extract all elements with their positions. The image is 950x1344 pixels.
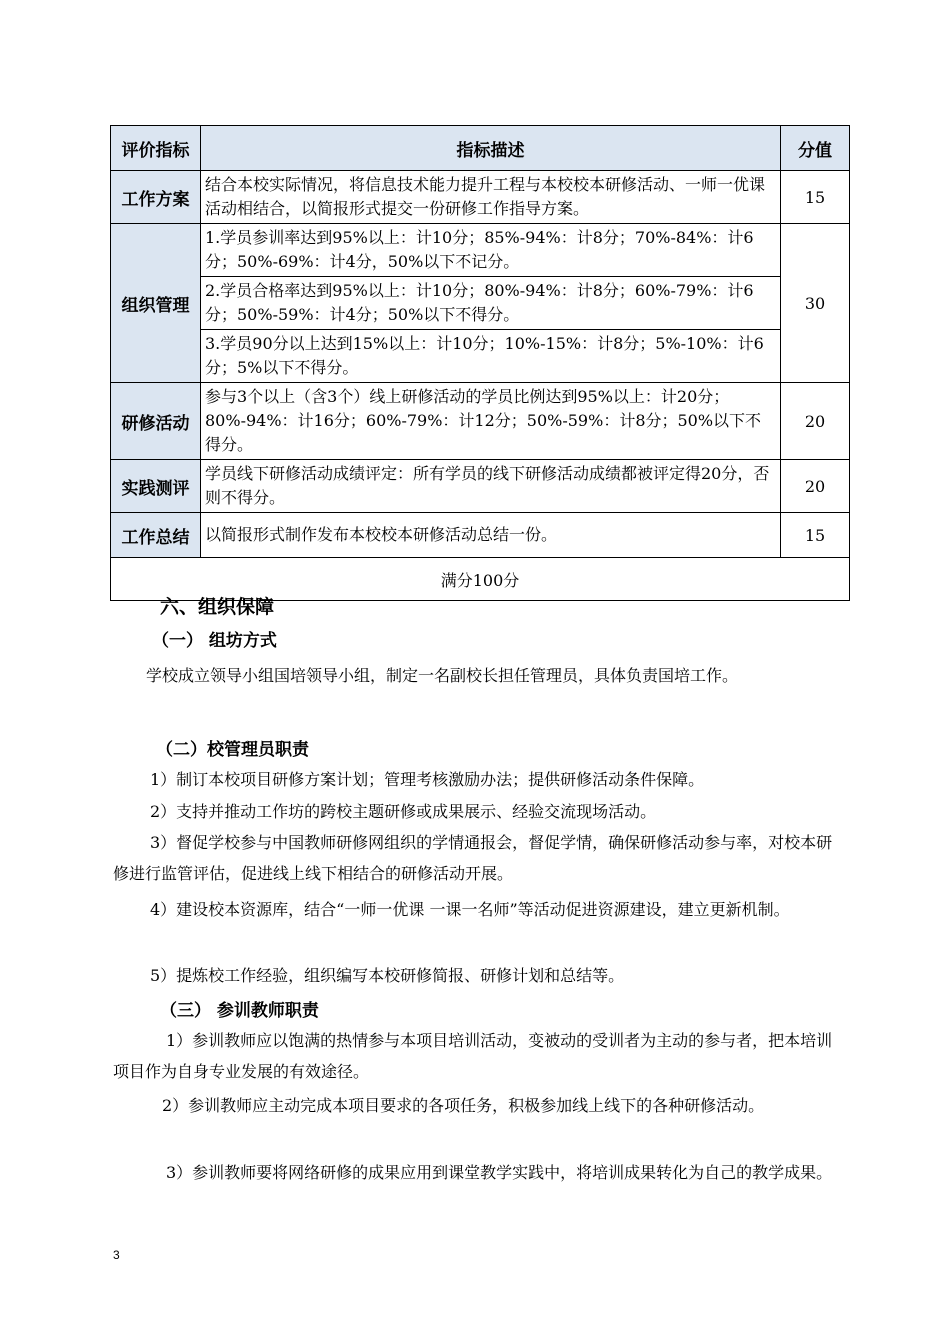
row-score: 30	[781, 224, 850, 383]
paragraph: 学校成立领导小组国培领导小组，制定一名副校长担任管理员，具体负责国培工作。	[146, 666, 739, 685]
row-description: 3.学员90分以上达到15%以上：计10分；10%-15%：计8分；5%-10%：计6分；5%以下不得分。	[201, 330, 781, 383]
row-description: 1.学员参训率达到95%以上：计10分；85%-94%：计8分；70%-84%：计6分；50%-69%：计4分，50%以下不记分。	[201, 224, 781, 277]
table-row	[111, 460, 850, 513]
row-description: 参与3个以上（含3个）线上研修活动的学员比例达到95%以上：计20分；80%-94%：计16分；60%-79%：计12分；50%-59%：计8分；50%以下不得分。	[201, 383, 781, 460]
list-item: 1）参训教师应以饱满的热情参与本项目培训活动，变被动的受训者为主动的参与者，把本培训项目作为自身专业发展的有效途径。	[113, 1031, 833, 1081]
row-score: 15	[781, 171, 850, 224]
subsection-title: （三） 参训教师职责	[160, 1001, 319, 1021]
row-indicator: 工作方案	[111, 171, 201, 224]
list-item: 4）建设校本资源库，结合“一师一优课 一课一名师”等活动促进资源建设，建立更新机制。	[150, 900, 790, 919]
row-indicator: 研修活动	[111, 383, 201, 460]
evaluation-table	[110, 125, 850, 601]
table-row	[111, 513, 850, 558]
row-description: 2.学员合格率达到95%以上：计10分；80%-94%：计8分；60%-79%：计6分；50%-59%：计4分；50%以下不得分。	[201, 277, 781, 330]
header-indicator: 评价指标	[111, 126, 201, 171]
row-indicator: 实践测评	[111, 460, 201, 513]
subsection-title: （一） 组坊方式	[152, 631, 277, 651]
row-description: 学员线下研修活动成绩评定：所有学员的线下研修活动成绩都被评定得20分，否则不得分。	[201, 460, 781, 513]
page-number: 3	[113, 1248, 120, 1262]
row-score: 15	[781, 513, 850, 558]
table-header-row	[111, 126, 850, 171]
list-item: 5）提炼校工作经验，组织编写本校研修简报、研修计划和总结等。	[150, 966, 625, 985]
list-item: 3）督促学校参与中国教师研修网组织的学情通报会，督促学情，确保研修活动参与率，对校本研修进行监管评估，促进线上线下相结合的研修活动开展。	[113, 833, 833, 883]
list-item: 1）制订本校项目研修方案计划；管理考核激励办法；提供研修活动条件保障。	[150, 770, 705, 789]
subsection-title: （二）校管理员职责	[156, 740, 309, 760]
header-description: 指标描述	[201, 126, 781, 171]
list-item: 3）参训教师要将网络研修的成果应用到课堂教学实践中，将培训成果转化为自己的教学成果。	[166, 1163, 833, 1182]
table-row	[111, 224, 850, 277]
row-score: 20	[781, 383, 850, 460]
table-row	[111, 383, 850, 460]
table-row	[111, 171, 850, 224]
list-item: 2）支持并推动工作坊的跨校主题研修或成果展示、经验交流现场活动。	[150, 802, 657, 821]
table-row	[111, 330, 850, 383]
list-item: 2）参训教师应主动完成本项目要求的各项任务，积极参加线上线下的各种研修活动。	[162, 1096, 765, 1115]
total-score: 满分100分	[111, 558, 850, 601]
row-indicator: 组织管理	[111, 224, 201, 383]
row-description: 以简报形式制作发布本校校本研修活动总结一份。	[201, 513, 781, 558]
section-title: 六、组织保障	[160, 596, 275, 618]
row-description: 结合本校实际情况，将信息技术能力提升工程与本校校本研修活动、一师一优课活动相结合，以简报形式提交一份研修工作指导方案。	[201, 171, 781, 224]
header-score: 分值	[781, 126, 850, 171]
table-row	[111, 277, 850, 330]
row-indicator: 工作总结	[111, 513, 201, 558]
row-score: 20	[781, 460, 850, 513]
